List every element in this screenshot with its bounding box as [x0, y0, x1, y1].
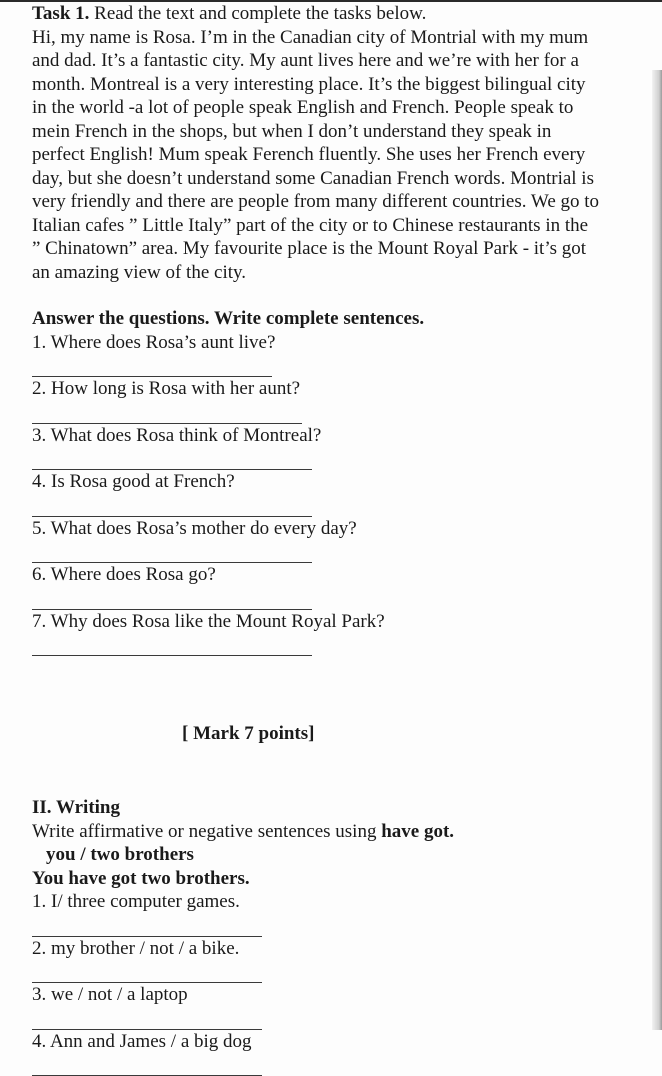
writing-instruction-text: Write affirmative or negative sentences using — [32, 820, 382, 842]
question-6: 6. Where does Rosa go? — [32, 564, 216, 585]
spacer — [32, 284, 632, 307]
paragraph-line: and dad. It’s a fantastic city. My aunt lives here and we’re with her for a — [32, 50, 579, 71]
answer-line-6[interactable] — [32, 587, 312, 610]
paragraph-line: an amazing view of the city. — [32, 261, 247, 283]
answer-line-7[interactable] — [32, 633, 312, 656]
questions-heading: Answer the questions. Write complete sentences. — [32, 308, 425, 329]
question-5: 5. What does Rosa’s mother do every day? — [32, 517, 357, 539]
paragraph-line: in the world -a lot of people speak English and French. People speak to — [32, 97, 574, 118]
answer-line-4[interactable] — [32, 494, 312, 517]
answer-line-2[interactable] — [32, 401, 302, 424]
paragraph-line: mein French in the shops, but when I don’t understand they speak in — [32, 120, 552, 142]
reading-paragraph — [32, 26, 632, 285]
writing-answer-line-1[interactable] — [32, 914, 262, 937]
writing-instruction-bold: have got. — [381, 820, 455, 842]
mark-points: [ Mark 7 points] — [182, 723, 315, 744]
example-answer: You have got two brothers. — [32, 867, 250, 889]
question-4: 4. Is Rosa good at French? — [32, 471, 235, 492]
page-edge-shadow — [652, 70, 662, 1030]
paragraph-line: ” Chinatown” area. My favourite place is the Mount Royal Park - it’s got — [32, 238, 587, 259]
writing-answer-line-3[interactable] — [32, 1007, 262, 1030]
writing-item-1: 1. I/ three computer games. — [32, 891, 240, 912]
answer-line-5[interactable] — [32, 540, 312, 563]
paragraph-line: day, but she doesn’t understand some Canadian French words. Montrial is — [32, 167, 594, 189]
paragraph-line: perfect English! Mum speak Ferench fluently. She uses her French every — [32, 144, 586, 165]
writing-answer-line-2[interactable] — [32, 960, 262, 983]
task-instruction: Read the text and complete the tasks below. — [89, 3, 427, 24]
question-1: 1. Where does Rosa’s aunt live? — [32, 331, 276, 353]
writing-item-3: 3. we / not / a laptop — [32, 984, 188, 1005]
question-7: 7. Why does Rosa like the Mount Royal Park? — [32, 610, 385, 632]
task-label: Task 1. — [32, 3, 90, 24]
mark-block — [32, 656, 632, 796]
question-2: 2. How long is Rosa with her aunt? — [32, 378, 301, 399]
question-3: 3. What does Rosa think of Montreal? — [32, 424, 322, 446]
writing-answer-line-4[interactable] — [32, 1053, 262, 1076]
writing-instruction — [32, 820, 632, 844]
paragraph-line: Italian cafes ” Little Italy” part of the city or to Chinese restaurants in the — [32, 214, 589, 236]
paragraph-line: very friendly and there are people from many different countries. We go to — [32, 191, 600, 212]
answer-line-1[interactable] — [32, 354, 272, 377]
writing-item-4: 4. Ann and James / a big dog — [32, 1030, 252, 1052]
writing-title: II. Writing — [32, 797, 120, 818]
answer-line-3[interactable] — [32, 447, 312, 470]
worksheet — [32, 2, 632, 1076]
paragraph-line: month. Montreal is a very interesting place. It’s the biggest bilingual city — [32, 73, 586, 95]
example-prompt: you / two brothers — [46, 844, 194, 865]
writing-item-2: 2. my brother / not / a bike. — [32, 937, 240, 959]
task-intro — [32, 2, 632, 26]
paragraph-line: Hi, my name is Rosa. I’m in the Canadian city of Montrial with my mum — [32, 26, 589, 48]
